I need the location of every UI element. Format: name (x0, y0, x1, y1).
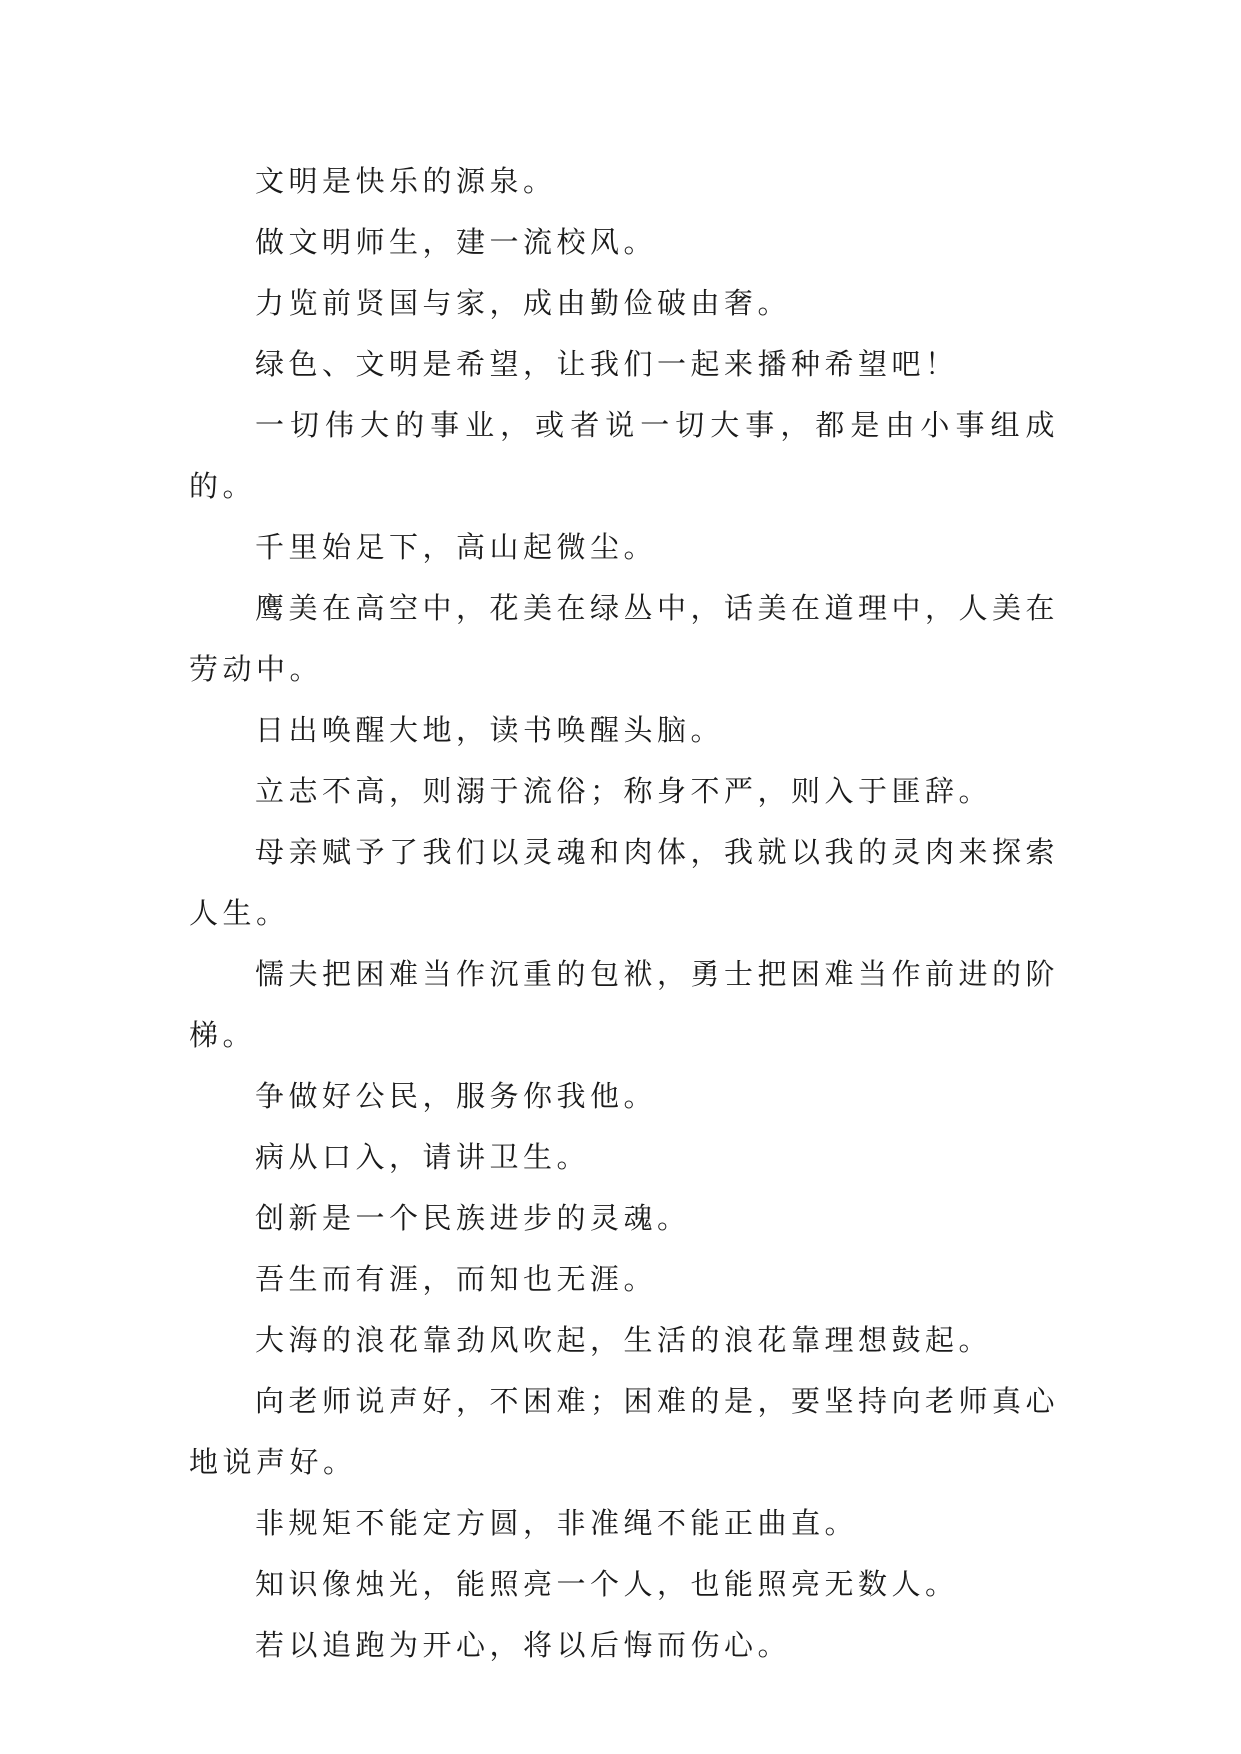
paragraph: 做文明师生，建一流校风。 (255, 225, 658, 259)
paragraph: 文明是快乐的源泉。 (255, 164, 557, 198)
paragraph: 鹰美在高空中，花美在绿丛中，话美在道理中，人美在劳动中。 (189, 591, 1060, 686)
paragraph: 立志不高，则溺于流俗；称身不严，则入于匪辞。 (255, 774, 993, 808)
paragraph: 懦夫把困难当作沉重的包袱，勇士把困难当作前进的阶梯。 (189, 957, 1060, 1052)
paragraph: 绿色、文明是希望，让我们一起来播种希望吧！ (255, 347, 959, 381)
paragraph: 大海的浪花靠劲风吹起，生活的浪花靠理想鼓起。 (255, 1323, 993, 1357)
paragraph: 知识像烛光，能照亮一个人，也能照亮无数人。 (255, 1567, 959, 1601)
paragraph: 千里始足下，高山起微尘。 (255, 530, 658, 564)
paragraph: 吾生而有涯，而知也无涯。 (255, 1262, 658, 1296)
paragraph: 病从口入，请讲卫生。 (255, 1140, 591, 1174)
document-body (189, 151, 1059, 1676)
paragraph: 力览前贤国与家，成由勤俭破由奢。 (255, 286, 792, 320)
paragraph: 若以追跑为开心，将以后悔而伤心。 (255, 1628, 792, 1662)
paragraph: 一切伟大的事业，或者说一切大事，都是由小事组成的。 (189, 408, 1059, 503)
paragraph: 争做好公民，服务你我他。 (255, 1079, 658, 1113)
paragraph: 母亲赋予了我们以灵魂和肉体，我就以我的灵肉来探索人生。 (189, 835, 1060, 930)
paragraph: 日出唤醒大地，读书唤醒头脑。 (255, 713, 725, 747)
paragraph: 非规矩不能定方圆，非准绳不能正曲直。 (255, 1506, 859, 1540)
paragraph: 创新是一个民族进步的灵魂。 (255, 1201, 691, 1235)
paragraph: 向老师说声好，不困难；困难的是，要坚持向老师真心地说声好。 (189, 1384, 1060, 1479)
